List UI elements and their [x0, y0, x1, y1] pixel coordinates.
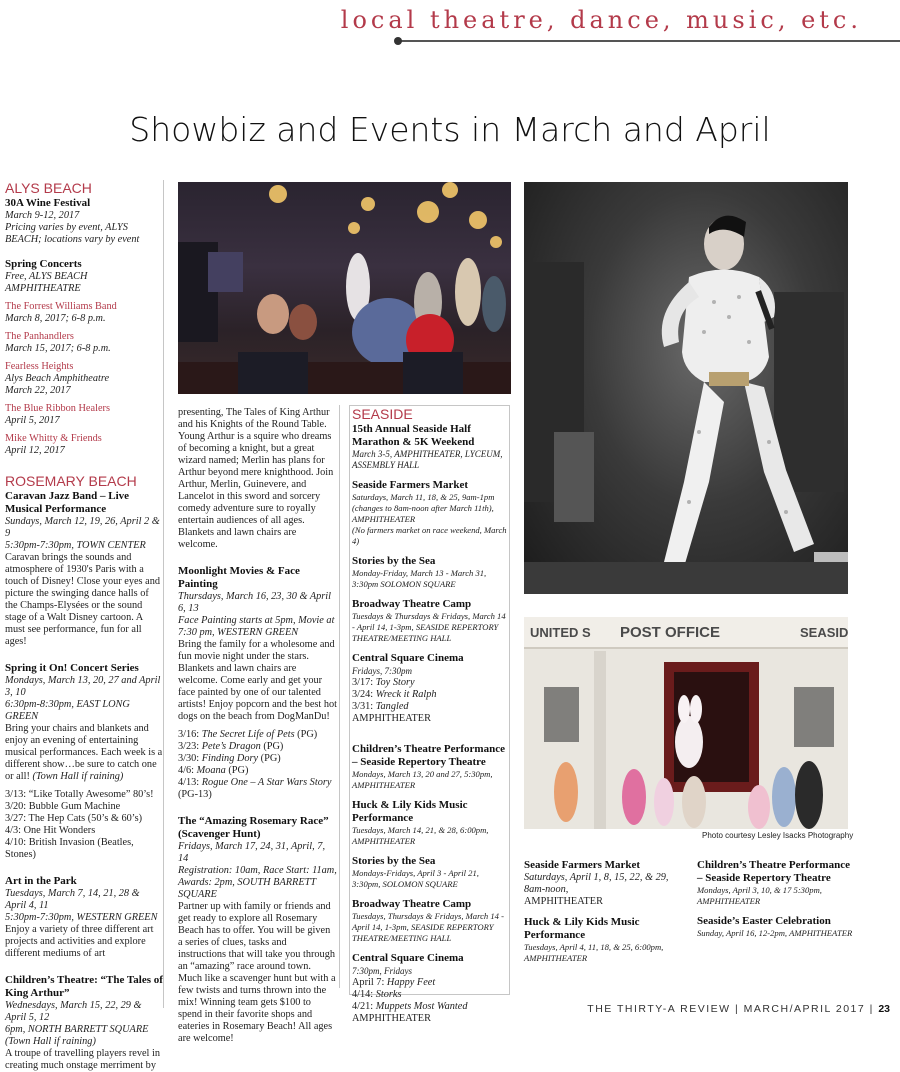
left-column	[4, 180, 164, 1071]
restaurant-scene-icon	[178, 182, 511, 394]
event-detail: Free, ALYS BEACH AMPHITHEATRE	[5, 271, 88, 294]
event-detail: Mondays, March 13, 20 and 27, 5:30pm, AMPHITHEATER	[352, 769, 493, 790]
seaside-column	[349, 405, 510, 1024]
film-item	[178, 729, 337, 741]
event-title: Seaside Farmers Market	[524, 859, 641, 871]
event-date: Sundays, March 12, 19, 26, April 2 & 9	[5, 516, 160, 539]
event-time: 5:30pm-7:30pm, TOWN CENTER	[5, 540, 146, 551]
film-item	[178, 753, 337, 765]
film-date: 3/23:	[178, 741, 200, 752]
event-title: Seaside Farmers Market	[352, 479, 469, 491]
event-time: Fridays, 7:30pm	[352, 666, 412, 676]
film-title: Pete’s Dragon	[201, 741, 261, 752]
event-detail: Saturdays, March 11, 18, & 25, 9am-1pm (changes to 8am-noon after March 11th), AMPHITHEATER	[352, 492, 495, 524]
event-time: 6pm, NORTH BARRETT SQUARE	[5, 1024, 149, 1035]
film-title: Storks	[375, 989, 402, 1000]
page-number: 23	[878, 1003, 890, 1015]
event-title: Seaside’s Easter Celebration	[697, 915, 831, 927]
event-detail: Tuesdays, Thursdays & Fridays, March 14 - April 14, 1-3pm, SEASIDE REPERTORY THEATRE/MEETING HALL	[352, 911, 504, 943]
film-title: Wreck it Ralph	[375, 689, 437, 700]
photo-credit: Photo courtesy Lesley Isacks Photography	[702, 831, 854, 840]
event-title: Children’s Theatre Performance – Seaside Repertory Theatre	[697, 859, 850, 884]
concert-date: March 8, 2017; 6-8 p.m.	[5, 313, 106, 324]
event-body: Partner up with family or friends and get ready to explore all Rosemary Beach has to offer. You will be given a series of clues, tasks and instructions that will take you through an “amazing” race around town. Much like a scavenger hunt but with a few twists and turns thrown into the mix! Winning team gets $100 to spend in their favorite shops and eateries in Rosemary Beach! All ages are welcome!	[178, 901, 336, 1044]
seaside-event	[352, 799, 507, 847]
event-time: 5:30pm-7:30pm, WESTERN GREEN	[5, 912, 158, 923]
seaside-event	[352, 743, 507, 791]
concert-date: Alys Beach Amphitheatre March 22, 2017	[5, 373, 110, 396]
film-title: The Secret Life of Pets	[201, 729, 295, 740]
concert-schedule	[5, 789, 163, 861]
event-amazing-race	[178, 815, 337, 1045]
event-title: Stories by the Sea	[352, 855, 436, 867]
event-body: Bring the family for a wholesome and fun movie night under the stars. Blankets and lawn chairs are welcome. Come early and get your face painted by one of our talented artists! Enjoy popcorn and the best hot dogs on the beach from DogManDu!	[178, 639, 337, 722]
event-spring-concerts	[5, 258, 163, 295]
film-rating: (PG)	[260, 753, 281, 764]
event-detail: Sunday, April 16, 12-2pm, AMPHITHEATER	[697, 928, 853, 938]
film-date: 3/24:	[352, 689, 374, 700]
event-moonlight-movies	[178, 565, 337, 801]
film-date: 3/31:	[352, 701, 374, 712]
seaside-april-right	[697, 859, 857, 947]
seaside-event	[352, 598, 507, 644]
event-title: Central Square Cinema	[352, 952, 464, 964]
concert-name: The Forrest Williams Band	[5, 301, 117, 312]
film-date: 4/6:	[178, 765, 195, 776]
film-item	[352, 989, 507, 1001]
page-footer	[587, 1003, 890, 1015]
film-rating: (PG)	[263, 741, 284, 752]
photo-post-office	[524, 617, 848, 829]
schedule-item: 4/3: One Hit Wonders	[5, 825, 96, 836]
film-list	[178, 729, 337, 801]
publication-name: THE THIRTY-A REVIEW | MARCH/APRIL 2017 |	[587, 1003, 874, 1015]
event-title: 30A Wine Festival	[5, 197, 91, 209]
event-title: Children’s Theatre: “The Tales of King Arthur”	[5, 974, 163, 999]
event-title: Huck & Lily Kids Music Performance	[352, 799, 468, 824]
sign-post-office: POST OFFICE	[620, 624, 721, 641]
event-title: Spring Concerts	[5, 258, 82, 270]
event-title: Moonlight Movies & Face Painting	[178, 565, 300, 590]
event-detail: Tuesdays & Thursdays & Fridays, March 14 - April 14, 1-3pm, SEASIDE REPERTORY THEATRE/MEETING HALL	[352, 611, 506, 643]
event-date: Mondays, March 13, 20, 27 and April 3, 10	[5, 675, 161, 698]
film-date: 4/13:	[178, 777, 200, 788]
event-spring-it-on	[5, 662, 163, 861]
film-item	[178, 765, 337, 777]
film-date: 3/30:	[178, 753, 200, 764]
event-childrens-theatre	[5, 974, 163, 1072]
seaside-event	[352, 555, 507, 590]
concert-date: April 5, 2017	[5, 415, 60, 426]
event-title: Broadway Theatre Camp	[352, 898, 472, 910]
event-detail: Mondays-Fridays, April 3 - April 21, 3:30pm, SOLOMON SQUARE	[352, 868, 479, 889]
event-date: Fridays, March 17, 24, 31, April, 7, 14	[178, 841, 326, 864]
schedule-item: 4/10: British Invasion (Beatles, Stones)	[5, 837, 134, 860]
film-rating: (PG-13)	[178, 789, 212, 800]
event-title: Stories by the Sea	[352, 555, 436, 567]
event-title: The “Amazing Rosemary Race” (Scavenger Hunt)	[178, 815, 329, 840]
event-title: Spring it On! Concert Series	[5, 662, 139, 674]
film-date: April 7:	[352, 977, 385, 988]
event-body	[5, 723, 163, 783]
film-item	[178, 741, 337, 753]
concert-name: The Blue Ribbon Healers	[5, 403, 110, 414]
film-date: 4/14:	[352, 989, 374, 1000]
concert-item	[5, 361, 163, 397]
event-wine-festival	[5, 197, 163, 246]
photo-restaurant-event	[178, 182, 511, 394]
event-art-in-the-park	[5, 875, 163, 960]
concert-date: April 12, 2017	[5, 445, 65, 456]
event-detail: (No farmers market on race weekend, March 4)	[352, 525, 507, 546]
region-seaside: SEASIDE	[352, 406, 413, 422]
concert-name: The Panhandlers	[5, 331, 74, 342]
film-date: 3/16:	[178, 729, 200, 740]
event-detail: Tuesdays, March 14, 21, & 28, 6:00pm, AMPHITHEATER	[352, 825, 489, 846]
schedule-item: 3/20: Bubble Gum Machine	[5, 801, 121, 812]
event-title: Caravan Jazz Band – Live Musical Performance	[5, 490, 130, 515]
event-venue: AMPHITHEATER	[524, 896, 603, 907]
film-item	[352, 689, 507, 701]
film-item	[352, 677, 507, 689]
event-detail: Tuesdays, April 4, 11, 18, & 25, 6:00pm, AMPHITHEATER	[524, 942, 664, 963]
seaside-event	[352, 898, 507, 944]
concert-name: Fearless Heights	[5, 361, 74, 372]
film-title: Tangled	[375, 701, 409, 712]
event-body: A troupe of travelling players revel in creating much onstage merriment by	[5, 1048, 160, 1071]
concert-name: Mike Whitty & Friends	[5, 433, 102, 444]
event-body: Enjoy a variety of three different art projects and activities and explore different mediums of art	[5, 924, 154, 959]
seaside-cinema-april	[352, 952, 507, 1025]
region-alys-beach: ALYS BEACH	[5, 180, 92, 196]
film-title: Moana	[196, 765, 226, 776]
event-time: 6:30pm-8:30pm, EAST LONG GREEN	[5, 699, 130, 722]
concert-date: March 15, 2017; 6-8 p.m.	[5, 343, 111, 354]
event-date: March 9-12, 2017	[5, 210, 80, 221]
seaside-event	[352, 423, 507, 471]
film-item	[352, 1001, 507, 1013]
event-body: Caravan brings the sounds and atmosphere of 1930's Paris with a touch of Disney! Close your eyes and picture the swinging dance halls of the Champs-Elysées or the sound stage of a Walt Disney cartoon. A must see performance, fun for all ages!	[5, 552, 160, 647]
concert-item	[5, 301, 163, 325]
event-time: Face Painting starts at 5pm, Movie at 7:30 pm, WESTERN GREEN	[178, 615, 335, 638]
event-venue: AMPHITHEATER	[352, 1013, 431, 1024]
sign-left: UNITED S	[530, 625, 591, 640]
seaside-event	[352, 855, 507, 890]
header-rule	[398, 40, 900, 42]
event-detail: Pricing varies by event, ALYS BEACH; locations vary by event	[5, 222, 140, 245]
sign-right: SEASID	[800, 625, 849, 640]
event-detail: Saturdays, April 1, 8, 15, 22, & 29, 8am-noon,	[524, 872, 669, 895]
event-detail: Mondays, April 3, 10, & 17 5:30pm, AMPHITHEATER	[697, 885, 822, 906]
schedule-item: 3/27: The Hep Cats (50’s & 60’s)	[5, 813, 143, 824]
seaside-cinema-march	[352, 652, 507, 725]
film-item	[352, 701, 507, 713]
seaside-event	[352, 479, 507, 547]
event-detail: Monday-Friday, March 13 - March 31, 3:30pm SOLOMON SQUARE	[352, 568, 487, 589]
film-title: Rogue One – A Star Wars Story	[201, 777, 332, 788]
seaside-event	[524, 916, 684, 964]
film-date: 4/21:	[352, 1001, 374, 1012]
film-title: Finding Dory	[201, 753, 259, 764]
photo-performer	[524, 182, 848, 594]
region-rosemary-beach: ROSEMARY BEACH	[5, 473, 137, 489]
performer-silhouette-icon	[524, 182, 848, 594]
film-rating: (PG)	[228, 765, 249, 776]
film-title: Toy Story	[375, 677, 415, 688]
film-rating: (PG)	[297, 729, 318, 740]
seaside-event	[697, 915, 857, 939]
film-item	[352, 977, 507, 989]
film-title: Happy Feet	[386, 977, 436, 988]
event-title: Central Square Cinema	[352, 652, 464, 664]
concert-item	[5, 433, 163, 457]
event-time: Registration: 10am, Race Start: 11am, Awards: 2pm, SOUTH BARRETT SQUARE	[178, 865, 337, 900]
event-note: (Town Hall if raining)	[32, 771, 124, 782]
event-title: Art in the Park	[5, 875, 77, 887]
event-date: Wednesdays, March 15, 22, 29 & April 5, 12	[5, 1000, 142, 1023]
event-date: Thursdays, March 16, 23, 30 & April 6, 13	[178, 591, 332, 614]
schedule-item: 3/13: “Like Totally Awesome” 80’s!	[5, 789, 154, 800]
middle-column	[176, 405, 340, 1044]
film-item	[178, 777, 337, 801]
event-caravan-jazz	[5, 490, 163, 648]
event-time: 7:30pm, Fridays	[352, 966, 412, 976]
event-detail: March 3-5, AMPHITHEATER, LYCEUM, ASSEMBLY HALL	[352, 449, 503, 470]
event-title: 15th Annual Seaside Half Marathon & 5K Weekend	[352, 423, 475, 448]
event-venue: AMPHITHEATER	[352, 713, 431, 724]
post-office-scene-icon	[524, 617, 848, 829]
event-title: Huck & Lily Kids Music Performance	[524, 916, 640, 941]
event-date: Tuesdays, March 7, 14, 21, 28 & April 4, 11	[5, 888, 140, 911]
event-title: Children’s Theatre Performance – Seaside Repertory Theatre	[352, 743, 505, 768]
concert-list	[5, 301, 163, 457]
event-body-text: Bring your chairs and blankets and enjoy an evening of entertaining musical performances. Each week is a different show…be sure to catch one or all!	[5, 723, 163, 782]
seaside-event	[524, 859, 684, 908]
concert-item	[5, 331, 163, 355]
section-tag: local theatre, dance, music, etc.	[340, 6, 862, 34]
event-body-continued: presenting, The Tales of King Arthur and his Knights of the Round Table. Young Arthur is a squire who dreams of becoming a knight, but a great wizard named; Merlin has plans for Arthur beyond mere knighthood. Join Arthur, Merlin, Guinevere, and Lancelot in this sword and sorcery comedy adventure sure to royally entertain audiences of all ages. Blankets and lawn chairs are welcome.	[178, 407, 334, 550]
page-title: Showbiz and Events in March and April	[129, 110, 771, 149]
event-title: Broadway Theatre Camp	[352, 598, 472, 610]
film-title: Muppets Most Wanted	[375, 1001, 468, 1012]
concert-item	[5, 403, 163, 427]
seaside-april-left	[524, 859, 684, 972]
film-date: 3/17:	[352, 677, 374, 688]
event-note: (Town Hall if raining)	[5, 1036, 96, 1047]
seaside-event	[697, 859, 857, 907]
